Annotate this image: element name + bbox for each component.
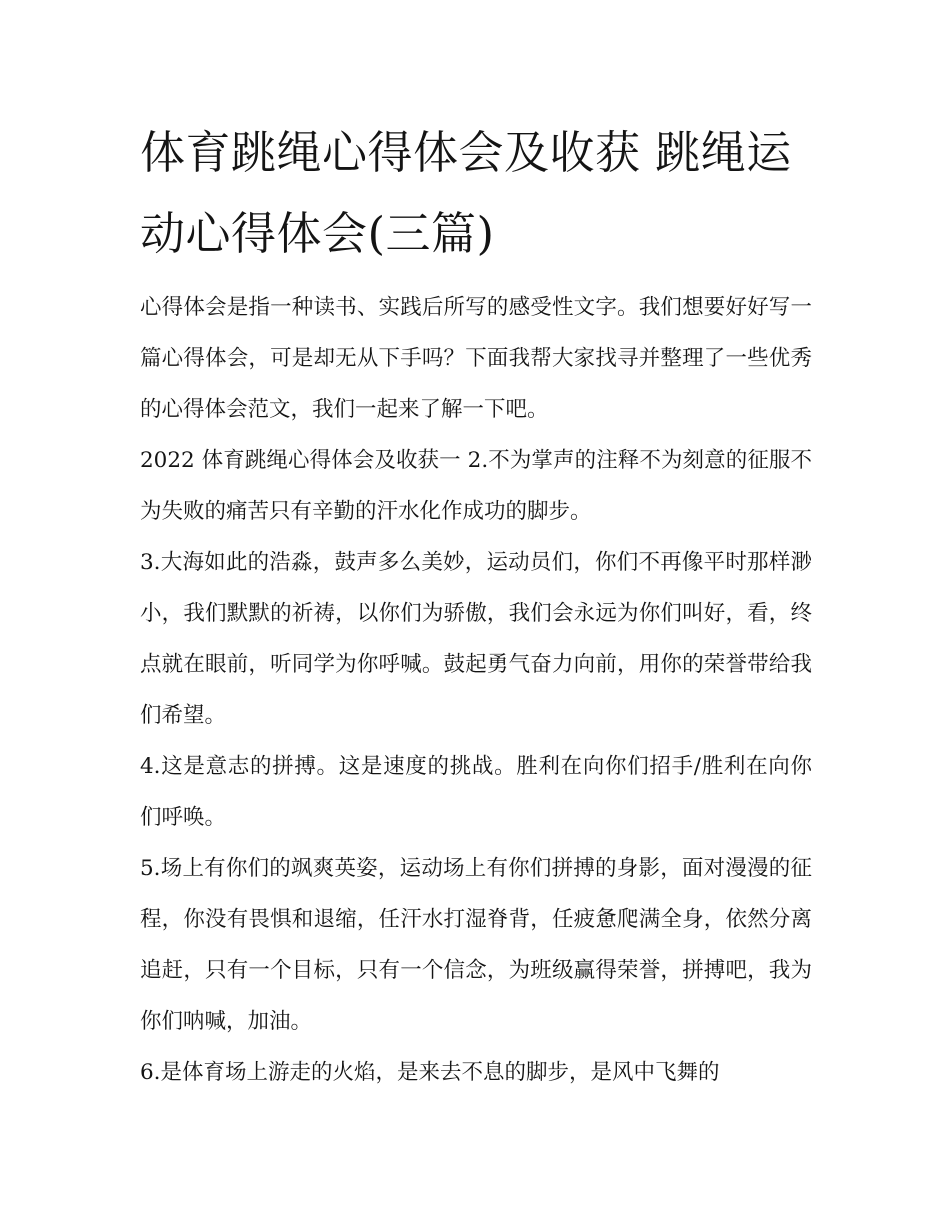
paragraph-item-3: 3.大海如此的浩淼，鼓声多么美妙，运动员们，你们不再像平时那样渺小，我们默默的祈祷，以你们为骄傲，我们会永远为你们叫好，看，终点就在眼前，听同学为你呼喊。鼓起勇气奋力向前，用你的荣誉带给我们希望。 [140,550,812,728]
intro-paragraph: 心得体会是指一种读书、实践后所写的感受性文字。我们想要好好写一篇心得体会，可是却无从下手吗？下面我帮大家找寻并整理了一些优秀的心得体会范文，我们一起来了解一下吧。 [140,295,812,422]
paragraph-item-2: 2022 体育跳绳心得体会及收获一 2.不为掌声的注释不为刻意的征服不为失败的痛苦只有辛勤的汗水化作成功的脚步。 [140,448,812,524]
paragraph-item-5: 5.场上有你们的飒爽英姿，运动场上有你们拼搏的身影，面对漫漫的征程，你没有畏惧和退缩，任汗水打湿脊背，任疲惫爬满全身，依然分离追赶，只有一个目标，只有一个信念，为班级赢得荣誉，拼搏吧，我为你们呐喊，加油。 [140,856,812,1034]
document-body [140,282,812,1098]
paragraph-item-4: 4.这是意志的拼搏。这是速度的挑战。胜利在向你们招手/胜利在向你们呼唤。 [140,754,812,830]
document-title: 体育跳绳心得体会及收获 跳绳运动心得体会(三篇) [140,126,792,260]
paragraph-item-6: 6.是体育场上游走的火焰，是来去不息的脚步，是风中飞舞的 [140,1060,720,1085]
document-page [140,112,812,1098]
